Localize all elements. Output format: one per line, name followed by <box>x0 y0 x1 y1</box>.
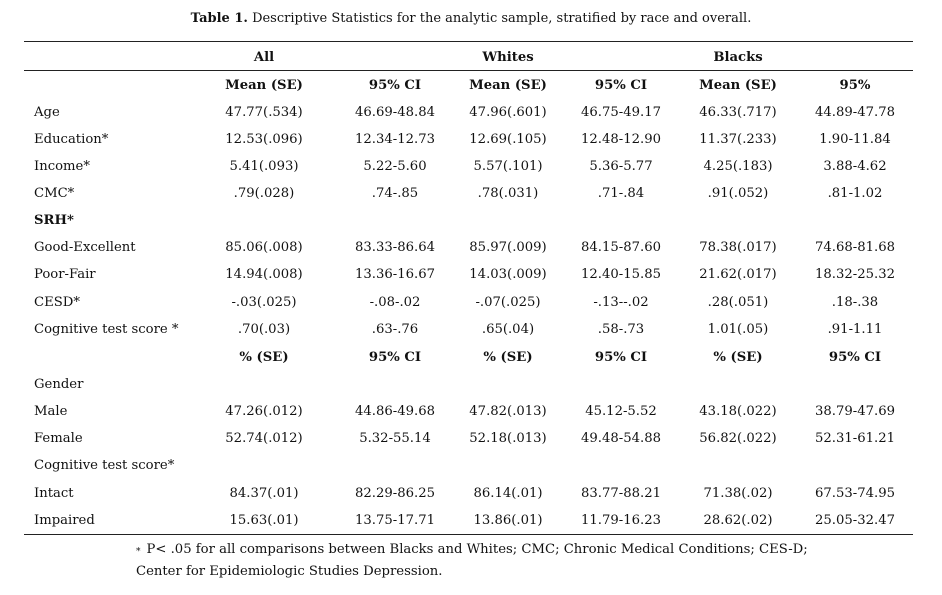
table-cell: 5.36-5.77 <box>589 159 653 174</box>
table-cell: .63-.76 <box>371 322 419 337</box>
col-header-blacks-pct: % (SE) <box>713 350 763 365</box>
table-cell: 46.69-48.84 <box>355 105 435 120</box>
table-cell: 38.79-47.69 <box>815 404 895 419</box>
table-cell: 5.41(.093) <box>229 159 299 174</box>
row-label-good-excellent: Good-Excellent <box>34 240 136 255</box>
row-label-age: Age <box>34 105 60 120</box>
table-cell: 52.74(.012) <box>225 431 303 446</box>
group-rule <box>24 70 913 71</box>
table-cell: 15.63(.01) <box>229 513 299 528</box>
row-label-cmc: CMC* <box>34 186 75 201</box>
table-cell: 12.48-12.90 <box>581 132 661 147</box>
col-header-whites-pct: % (SE) <box>483 350 533 365</box>
col-header-all-ci-2: 95% CI <box>368 350 422 365</box>
table-cell: 52.18(.013) <box>469 431 547 446</box>
col-header-blacks-ci: 95% <box>839 78 871 93</box>
table-cell: 49.48-54.88 <box>581 431 661 446</box>
table-cell: 12.34-12.73 <box>355 132 435 147</box>
table-cell: 47.82(.013) <box>469 404 547 419</box>
group-header-blacks: Blacks <box>713 50 763 65</box>
table-cell: 74.68-81.68 <box>815 240 895 255</box>
col-header-blacks-ci-2: 95% CI <box>828 350 882 365</box>
row-label-cognitive-score: Cognitive test score * <box>34 322 179 337</box>
row-label-male: Male <box>34 404 68 419</box>
table-cell: 43.18(.022) <box>699 404 777 419</box>
row-label-income: Income* <box>34 159 90 174</box>
top-rule <box>24 41 913 42</box>
table-cell: 82.29-86.25 <box>355 486 435 501</box>
row-label-impaired: Impaired <box>34 513 95 528</box>
table-caption-label: Table 1. <box>190 11 248 26</box>
table-cell: 83.77-88.21 <box>581 486 661 501</box>
table-cell: .78(.031) <box>477 186 539 201</box>
table-cell: 28.62(.02) <box>703 513 773 528</box>
col-header-all-ci: 95% CI <box>368 78 422 93</box>
table-cell: 18.32-25.32 <box>815 267 895 282</box>
footnote-marker: * <box>136 547 141 557</box>
footnote-line-1 <box>136 539 926 561</box>
table-cell: 71.38(.02) <box>703 486 773 501</box>
row-label-female: Female <box>34 431 83 446</box>
table-cell: 78.38(.017) <box>699 240 777 255</box>
table-cell: 85.97(.009) <box>469 240 547 255</box>
table-cell: 13.86(.01) <box>473 513 543 528</box>
table-cell: 12.53(.096) <box>225 132 303 147</box>
table-footnote <box>136 539 926 583</box>
table-cell: .65(.04) <box>481 322 535 337</box>
table-cell: 12.40-15.85 <box>581 267 661 282</box>
table-cell: .91-1.11 <box>827 322 883 337</box>
footnote-line-2: Center for Epidemiologic Studies Depression. <box>136 564 443 579</box>
col-header-whites-ci-2: 95% CI <box>594 350 648 365</box>
table-cell: .18-.38 <box>831 295 879 310</box>
table-cell: -.08-.02 <box>369 295 421 310</box>
table-cell: 83.33-86.64 <box>355 240 435 255</box>
table-cell: 1.90-11.84 <box>819 132 891 147</box>
row-label-intact: Intact <box>34 486 74 501</box>
table-cell: 86.14(.01) <box>473 486 543 501</box>
row-label-gender: Gender <box>34 377 84 392</box>
group-header-all: All <box>253 50 275 65</box>
table-cell: .79(.028) <box>233 186 295 201</box>
table-cell: .70(.03) <box>237 322 291 337</box>
table-cell: 47.77(.534) <box>225 105 303 120</box>
table-cell: 46.75-49.17 <box>581 105 661 120</box>
row-label-cesd: CESD* <box>34 295 80 310</box>
table-cell: .28(.051) <box>707 295 769 310</box>
col-header-whites-ci: 95% CI <box>594 78 648 93</box>
bottom-rule <box>24 534 913 535</box>
table-cell: 47.26(.012) <box>225 404 303 419</box>
table-cell: 11.79-16.23 <box>581 513 661 528</box>
table-cell: 84.15-87.60 <box>581 240 661 255</box>
table-cell: 25.05-32.47 <box>815 513 895 528</box>
table-caption-text: Descriptive Statistics for the analytic sample, stratified by race and overall. <box>252 11 752 26</box>
table-cell: -.03(.025) <box>231 295 297 310</box>
col-header-whites-mean: Mean (SE) <box>469 78 547 93</box>
table-cell: 44.89-47.78 <box>815 105 895 120</box>
col-header-blacks-mean: Mean (SE) <box>699 78 777 93</box>
table-cell: 13.75-17.71 <box>355 513 435 528</box>
table-cell: 11.37(.233) <box>699 132 777 147</box>
table-cell: -.13--.02 <box>593 295 649 310</box>
table-cell: 5.57(.101) <box>473 159 543 174</box>
table-cell: 84.37(.01) <box>229 486 299 501</box>
table-cell: 67.53-74.95 <box>815 486 895 501</box>
table-cell: 47.96(.601) <box>469 105 547 120</box>
table-cell: 52.31-61.21 <box>815 431 895 446</box>
table-cell: 5.32-55.14 <box>359 431 431 446</box>
table-cell: .71-.84 <box>597 186 645 201</box>
table-cell: 46.33(.717) <box>699 105 777 120</box>
col-header-all-mean: Mean (SE) <box>225 78 303 93</box>
row-label-cognitive-category: Cognitive test score* <box>34 458 175 473</box>
table-cell: 12.69(.105) <box>469 132 547 147</box>
table-cell: 14.94(.008) <box>225 267 303 282</box>
table-cell: 5.22-5.60 <box>363 159 427 174</box>
row-label-poor-fair: Poor-Fair <box>34 267 96 282</box>
table-cell: 44.86-49.68 <box>355 404 435 419</box>
table-caption <box>0 11 942 26</box>
table-cell: 13.36-16.67 <box>355 267 435 282</box>
table-cell: 4.25(.183) <box>703 159 773 174</box>
table-cell: 21.62(.017) <box>699 267 777 282</box>
table-cell: 45.12-5.52 <box>585 404 657 419</box>
table-cell: -.07(.025) <box>475 295 541 310</box>
col-header-all-pct: % (SE) <box>239 350 289 365</box>
table-cell: .91(.052) <box>707 186 769 201</box>
footnote-text-1: P< .05 for all comparisons between Blacks and Whites; CMC; Chronic Medical Conditions; CES-D; <box>146 542 808 557</box>
table-cell: 3.88-4.62 <box>823 159 887 174</box>
table-cell: 1.01(.05) <box>707 322 769 337</box>
table-cell: .74-.85 <box>371 186 419 201</box>
table-cell: .81-1.02 <box>827 186 883 201</box>
row-label-education: Education* <box>34 132 109 147</box>
table-cell: 56.82(.022) <box>699 431 777 446</box>
row-label-srh: SRH* <box>34 213 74 228</box>
group-header-whites: Whites <box>482 50 534 65</box>
table-cell: 14.03(.009) <box>469 267 547 282</box>
table-cell: 85.06(.008) <box>225 240 303 255</box>
table-cell: .58-.73 <box>597 322 645 337</box>
